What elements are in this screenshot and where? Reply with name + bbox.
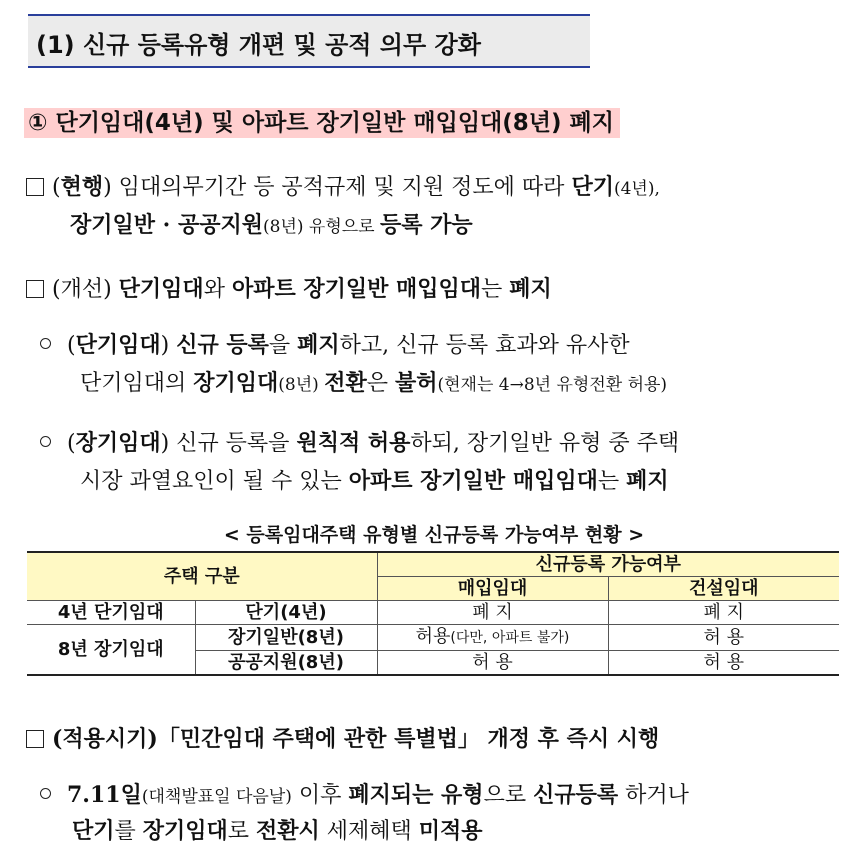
paragraph-timing: (적용시기)「민간임대 주택에 관한 특별법」 개정 후 즉시 시행: [26, 724, 659, 754]
row-type-short: 단기(4년): [195, 601, 377, 625]
row-type-long-general: 장기일반(8년): [195, 625, 377, 651]
section-title: (1) 신규 등록유형 개편 및 공적 의무 강화: [36, 31, 481, 59]
item-long-term-line2: 시장 과열요인이 될 수 있는 아파트 장기일반 매입임대는 폐지: [80, 468, 669, 494]
item-short-term-line2: 단기임대의 장기임대(8년) 전환은 불허(현재는 4→8년 유형전환 허용): [80, 370, 668, 396]
subsection-title: [24, 108, 620, 138]
item-long-term-line1: (장기임대) 신규 등록을 원칙적 허용하되, 장기일반 유형 중 주택: [40, 428, 679, 459]
header-new-registration: 신규등록 가능여부: [377, 552, 839, 577]
square-bullet-icon: [26, 280, 44, 298]
paragraph-improvement: (개선) 단기임대와 아파트 장기일반 매입임대는 폐지: [26, 274, 552, 305]
cell-long-general-buy: 허용(다만, 아파트 불가): [377, 625, 608, 651]
header-housing-type: 주택 구분: [27, 552, 377, 601]
circle-bullet-icon: [40, 436, 51, 447]
item-timing-line1: 7.11일(대책발표일 다음날) 이후 폐지되는 유형으로 신규등록 하거나: [40, 780, 689, 812]
subsection-marker: ①: [28, 110, 48, 136]
cell-short-buy: 폐 지: [377, 601, 608, 625]
square-bullet-icon: [26, 178, 44, 196]
item-short-term-line1: (단기임대) 신규 등록을 폐지하고, 신규 등록 효과와 유사한: [40, 330, 630, 361]
cell-long-general-build: 허 용: [608, 625, 839, 651]
paragraph-current-line1: (현행) 임대의무기간 등 공적규제 및 지원 정도에 따라 단기(4년),: [26, 172, 660, 204]
subsection-text: 단기임대(4년) 및 아파트 장기일반 매입임대(8년) 폐지: [55, 110, 614, 136]
paragraph-current-line2: 장기일반 · 공공지원(8년) 유형으로 등록 가능: [70, 212, 473, 238]
cell-public-support-build: 허 용: [608, 651, 839, 676]
header-construction-rental: 건설임대: [608, 577, 839, 601]
square-bullet-icon: [26, 730, 44, 748]
row-type-public-support: 공공지원(8년): [195, 651, 377, 676]
header-purchase-rental: 매입임대: [377, 577, 608, 601]
row-group-short: 4년 단기임대: [27, 601, 195, 625]
cell-public-support-buy: 허 용: [377, 651, 608, 676]
item-timing-line2: 단기를 장기임대로 전환시 세제혜택 미적용: [72, 818, 483, 844]
table-caption: < 등록임대주택 유형별 신규등록 가능여부 현황 >: [223, 524, 645, 546]
circle-bullet-icon: [40, 338, 51, 349]
section-title-box: [28, 14, 590, 68]
cell-short-build: 폐 지: [608, 601, 839, 625]
registration-table: [27, 551, 839, 676]
circle-bullet-icon: [40, 788, 51, 799]
row-group-long: 8년 장기임대: [27, 625, 195, 676]
